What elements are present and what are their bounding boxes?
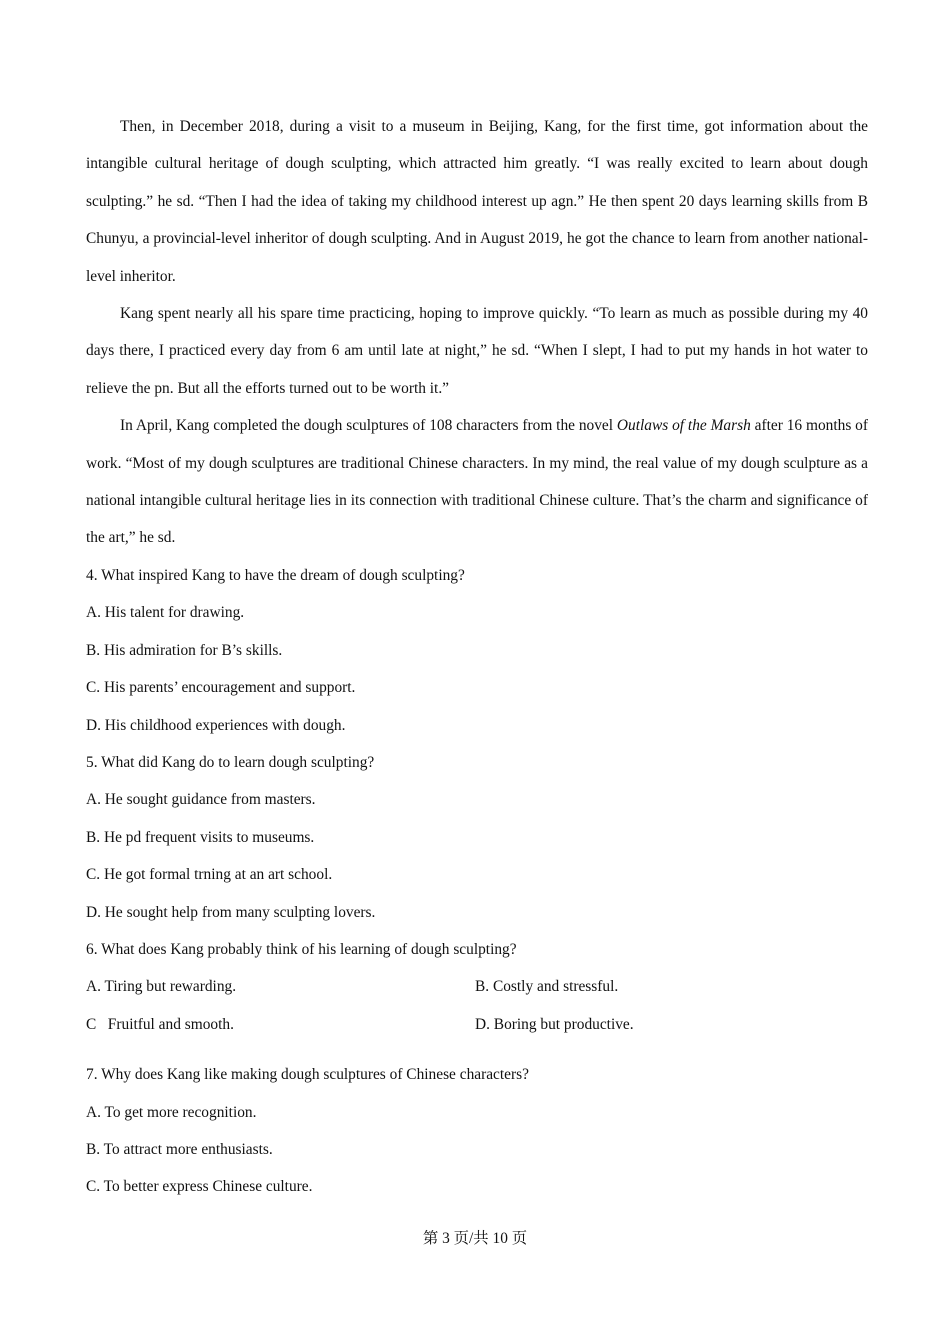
option-c: C. His parents’ encouragement and support.: [86, 679, 356, 697]
option-a: A. Tiring but rewarding.: [86, 978, 237, 996]
options-row-1: [86, 968, 868, 1005]
option-b: B. Costly and stressful.: [475, 978, 619, 996]
paragraph-3-text-end: after 16 months of work. “Most of my dough sculptures are traditional Chinese characters. In my mind, the real value of my dough sculpture as a national intangible cultural heritage lies in its connection with traditional Chinese culture. That’s the charm and significance of the art,” he sd.: [86, 417, 868, 547]
question-stem: 4. What inspired Kang to have the dream of dough sculpting?: [86, 566, 465, 584]
question-5: [86, 744, 868, 931]
passage-paragraph-1: Then, in December 2018, during a visit to a museum in Beijing, Kang, for the first time, got information about the intangible cultural heritage of dough sculpting, which attracted him greatly. “I was really excited to learn about dough sculpting.” he sd. “Then I had the idea of taking my childhood interest up agn.” He then spent 20 days learning skills from B Chunyu, a provincial-level inheritor of dough sculpting. And in August 2019, he got the chance to learn from another national-level inheritor.: [86, 118, 868, 285]
option-c: C. To better express Chinese culture.: [86, 1178, 313, 1196]
question-stem: 7. Why does Kang like making dough sculptures of Chinese characters?: [86, 1066, 529, 1084]
spacer: [86, 1043, 868, 1056]
question-4: [86, 557, 868, 744]
question-6: [86, 931, 868, 1043]
option-d: D. His childhood experiences with dough.: [86, 716, 346, 734]
options-row-2: [86, 1006, 868, 1043]
reading-section: [86, 108, 868, 1206]
option-a: A. His talent for drawing.: [86, 604, 245, 622]
option-b: B. He pd frequent visits to museums.: [86, 828, 315, 846]
passage-paragraph-2: Kang spent nearly all his spare time practicing, hoping to improve quickly. “To learn as much as possible during my 40 days there, I practiced every day from 6 am until late at night,” he sd. “When I slept, I had to put my hands in hot water to relieve the pn. But all the efforts turned out to be worth it.”: [86, 305, 868, 397]
question-stem: 5. What did Kang do to learn dough sculpting?: [86, 753, 375, 771]
page-number: 第 3 页/共 10 页: [422, 1230, 528, 1247]
question-7: [86, 1056, 868, 1206]
option-b: B. His admiration for B’s skills.: [86, 641, 283, 659]
question-stem: 6. What does Kang probably think of his learning of dough sculpting?: [86, 940, 517, 958]
option-c: C. He got formal trning at an art school.: [86, 866, 333, 884]
option-a: A. He sought guidance from masters.: [86, 791, 316, 809]
option-a: A. To get more recognition.: [86, 1103, 257, 1121]
novel-title: Outlaws of the Marsh: [616, 417, 751, 435]
option-d: D. He sought help from many sculpting lovers.: [86, 903, 376, 921]
passage-paragraph-3: [86, 407, 868, 557]
option-d: D. Boring but productive.: [475, 1015, 634, 1033]
paragraph-3-text-start: In April, Kang completed the dough sculptures of 108 characters from the novel: [120, 417, 617, 435]
option-c: C Fruitful and smooth.: [86, 1015, 234, 1033]
option-b: B. To attract more enthusiasts.: [86, 1140, 273, 1158]
